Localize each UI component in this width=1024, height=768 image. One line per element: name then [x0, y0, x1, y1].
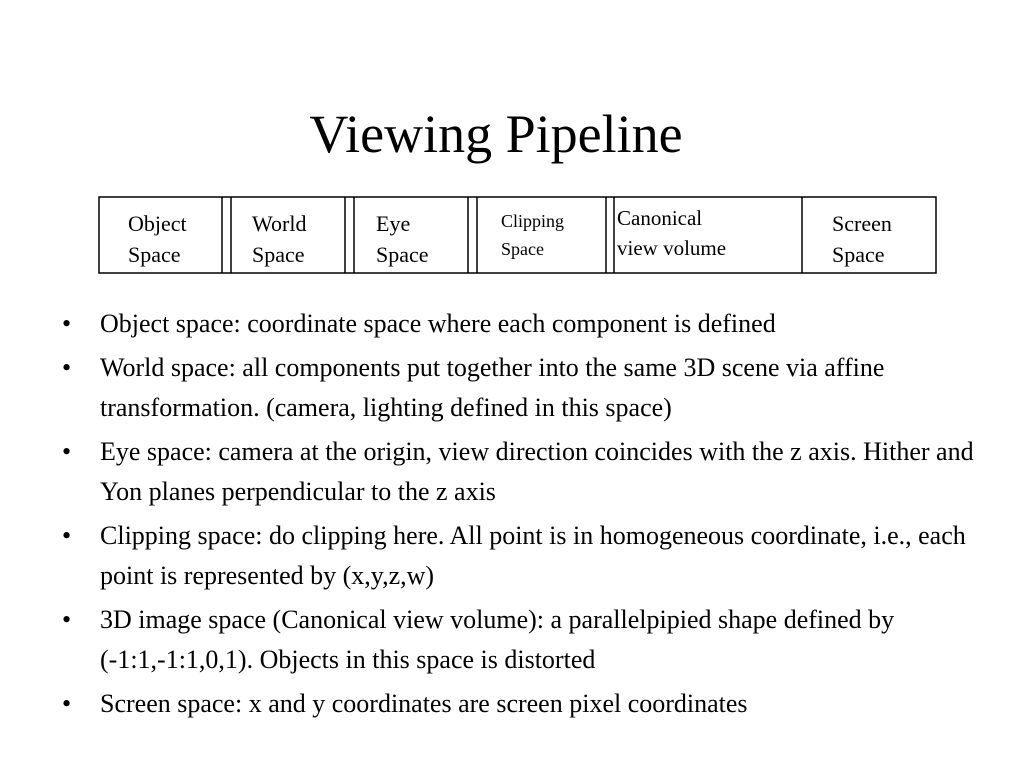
bullet-list	[56, 304, 1006, 728]
stage-label-line2: Space	[832, 242, 885, 267]
bullet-item: • Object space: coordinate space where each component is defined	[56, 304, 1006, 344]
stage-label-line1: Clipping	[501, 211, 565, 231]
bullet-item: • Clipping space: do clipping here. All point is in homogeneous coordinate, i.e., each point is represented by (x,y,z,w)	[56, 516, 1006, 596]
pipeline-diagram	[0, 0, 1024, 290]
stage-label-line2: Space	[376, 242, 429, 267]
bullet-item: • World space: all components put together into the same 3D scene via affine transformation. (camera, lighting defined in this space)	[56, 348, 1006, 428]
stage-label-line1: Screen	[832, 211, 892, 236]
stage-label-line2: Space	[501, 239, 544, 259]
stage-label-line1: Canonical	[617, 206, 703, 230]
slide-title: Viewing Pipeline	[309, 104, 683, 164]
stage-label-line1: Eye	[376, 211, 411, 236]
stage-label-line1: Object	[128, 211, 187, 236]
stage-eye-space	[376, 208, 429, 270]
bullet-item: • 3D image space (Canonical view volume): a parallelpipied shape defined by (-1:1,-1:1,0,1). Objects in this space is distorted	[56, 600, 1006, 680]
stage-label-line2: Space	[252, 242, 305, 267]
bullet-item: • Eye space: camera at the origin, view direction coincides with the z axis. Hither and Yon planes perpendicular to the z axis	[56, 432, 1006, 512]
stage-label-line2: Space	[128, 242, 181, 267]
bullet-item: • Screen space: x and y coordinates are screen pixel coordinates	[56, 684, 1006, 724]
stage-screen-space	[832, 208, 892, 270]
stage-label-line1: World	[252, 211, 307, 236]
stage-canonical-view-volume	[617, 203, 726, 263]
stage-world-space	[252, 208, 306, 270]
stage-label-line2: view volume	[617, 236, 727, 260]
stage-object-space	[128, 208, 187, 270]
stage-clipping-space	[501, 207, 564, 263]
